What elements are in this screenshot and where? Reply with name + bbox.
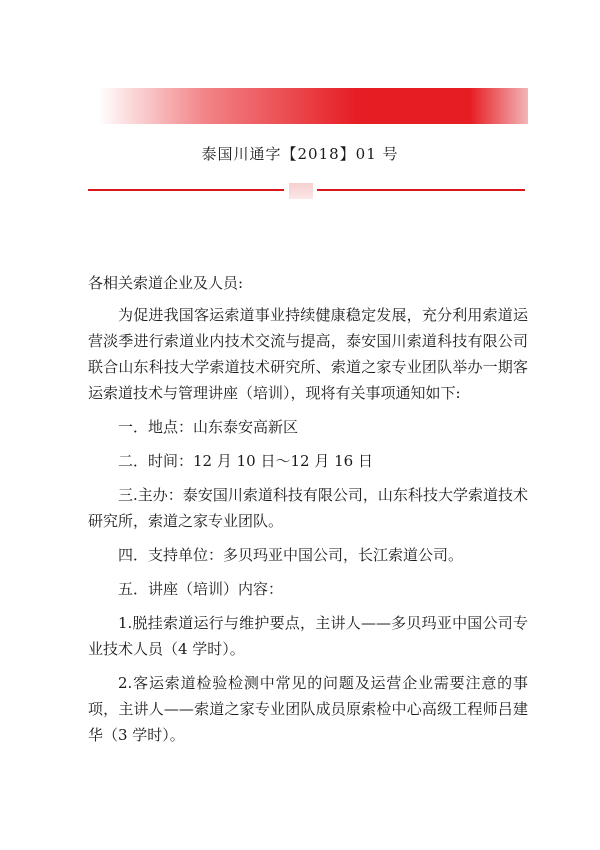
item-supporters: 四．支持单位：多贝玛亚中国公司，长江索道公司。: [118, 546, 464, 564]
content-sub-item-1: 1.脱挂索道运行与维护要点，主讲人——多贝玛亚中国公司专业技术人员（4 学时）。: [88, 614, 528, 658]
red-rule-center-mark: [289, 183, 313, 199]
salutation: 各相关索道企业及人员:: [88, 274, 244, 292]
red-rule-right: [317, 189, 525, 191]
item-content-heading: 五．讲座（培训）内容：: [118, 580, 284, 598]
item-organizer: 三.主办：泰安国川索道科技有限公司，山东科技大学索道技术研究所，索道之家专业团队。: [88, 486, 528, 530]
item-location: 一．地点：山东泰安高新区: [118, 418, 299, 436]
banner-fade-end: [470, 88, 528, 124]
red-header-banner: [98, 88, 528, 124]
intro-paragraph: 为促进我国客运索道事业持续健康稳定发展，充分利用索道运营淡季进行索道业内技术交流与提高，泰安国川索道科技有限公司联合山东科技大学索道技术研究所、索道之家专业团队举办一期客运索道技术与管理讲座（培训），现将有关事项通知如下:: [88, 306, 528, 402]
document-body: [88, 270, 528, 756]
red-rule-left: [88, 189, 284, 191]
content-sub-item-2: 2.客运索道检验检测中常见的问题及运营企业需要注意的事项，主讲人——索道之家专业团队成员原索检中心高级工程师吕建华（3 学时）。: [88, 674, 528, 744]
document-number: 泰国川通字【2018】01 号: [201, 145, 399, 163]
item-time: 二．时间：12 月 10 日～12 月 16 日: [118, 452, 373, 470]
